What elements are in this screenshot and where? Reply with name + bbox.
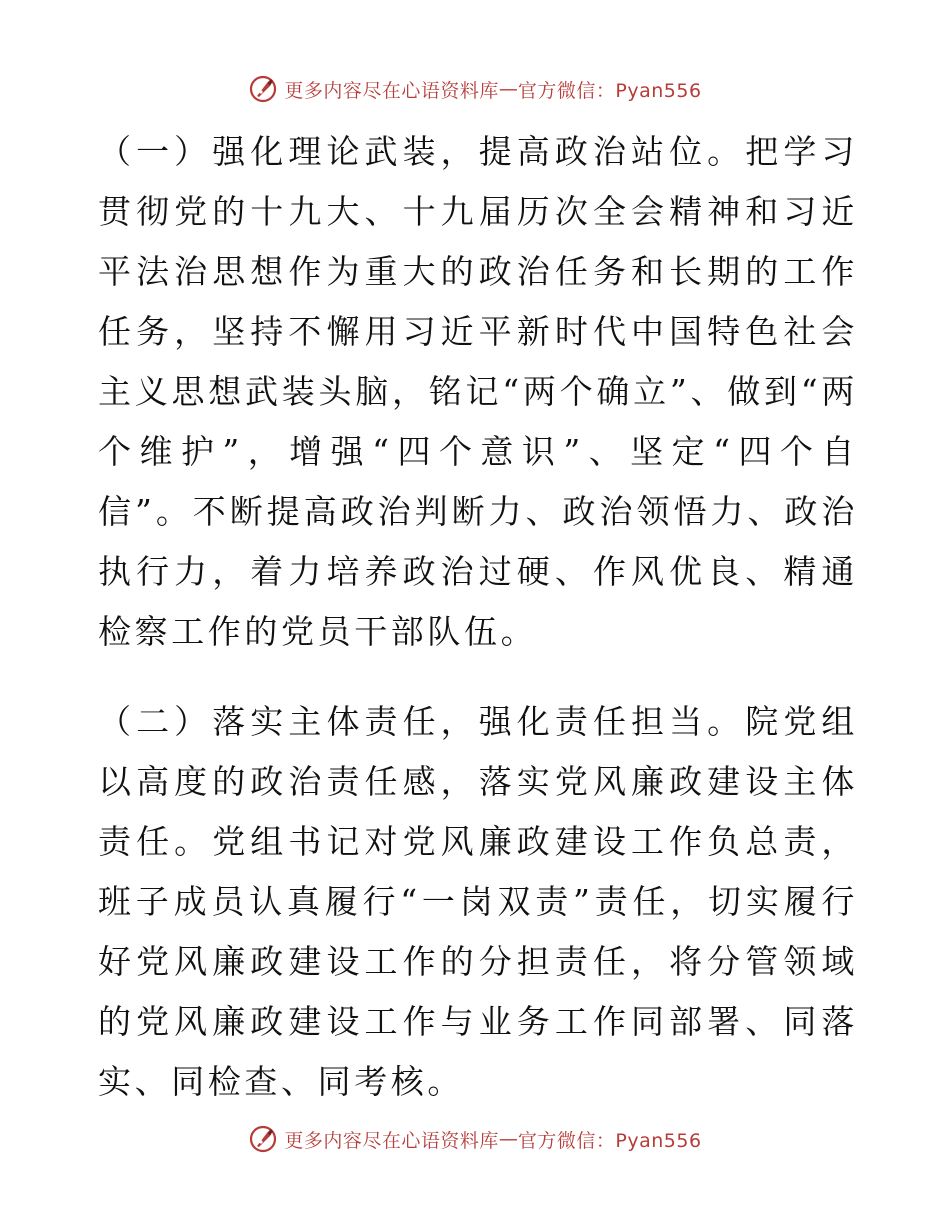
footer-contact-text: 官方微信：Pyan556 xyxy=(517,1129,702,1152)
paragraph-1: （一）强化理论武装，提高政治站位。把学习贯彻党的十九大、十九届历次全会精神和习近平法治思想作为重大的政治任务和长期的工作任务，坚持不懈用习近平新时代中国特色社会主义思想武装头脑，铭记“两个确立”、做到“两个维护”，增强“四个意识”、坚定“四个自信”。不断提高政治判断力、政治领悟力、政治执行力，着力培养政治过硬、作风优良、精通检察工作的党员干部队伍。 xyxy=(98,132,858,651)
footer-watermark xyxy=(0,1121,950,1157)
pen-nib-logo-icon xyxy=(248,74,278,104)
header-watermark-text: 更多内容尽在心语资料库 xyxy=(284,79,499,102)
header-separator: — xyxy=(498,78,518,100)
header-contact-text: 官方微信：Pyan556 xyxy=(517,79,702,102)
header-watermark xyxy=(0,71,950,107)
footer-watermark-text: 更多内容尽在心语资料库 xyxy=(284,1129,499,1152)
footer-separator: — xyxy=(498,1128,518,1150)
pen-nib-logo-icon xyxy=(248,1124,278,1154)
paragraph-2: （二）落实主体责任，强化责任担当。院党组以高度的政治责任感，落实党风廉政建设主体责任。党组书记对党风廉政建设工作负总责，班子成员认真履行“一岗双责”责任，切实履行好党风廉政建设工作的分担责任，将分管领域的党风廉政建设工作与业务工作同部署、同落实、同检查、同考核。 xyxy=(98,702,858,1101)
document-body xyxy=(98,122,858,1112)
